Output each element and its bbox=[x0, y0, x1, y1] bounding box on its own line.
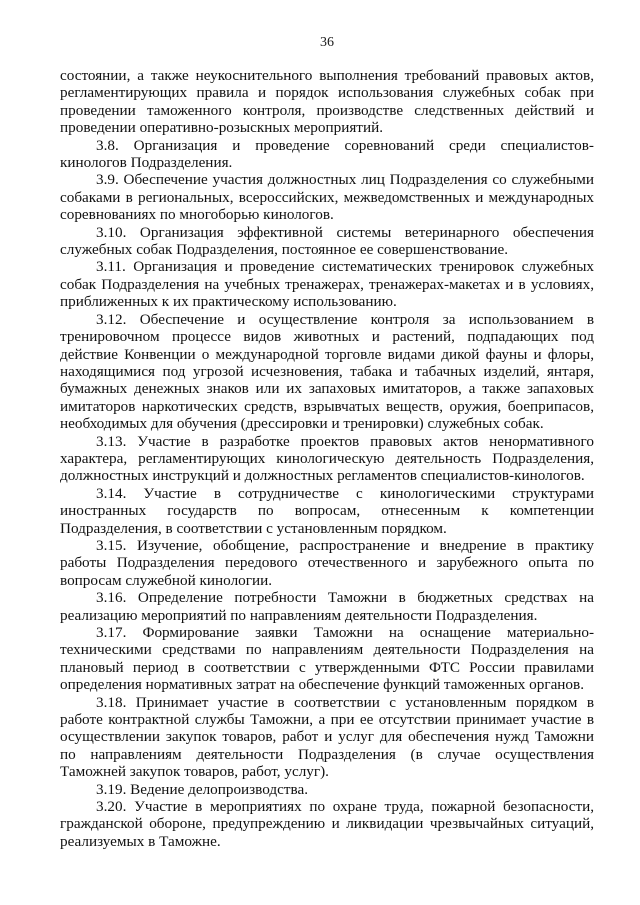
paragraph-3-20: 3.20. Участие в мероприятиях по охране труда, пожарной безопасности, гражданской обороне, предупреждению и ликвидации чрезвычайных ситуаций, реализуемых в Таможне. bbox=[60, 798, 594, 850]
document-body bbox=[60, 67, 594, 850]
paragraph-3-18: 3.18. Принимает участие в соответствии с установленным порядком в работе контрактной службы Таможни, а при ее отсутствии принимает участие в осуществлении закупок товаров, работ и услуг для обеспечения нужд Таможни по направлениям деятельности Подразделения (в случае осуществления Таможней закупок товаров, работ, услуг). bbox=[60, 693, 594, 781]
paragraph-3-15: 3.15. Изучение, обобщение, распространение и внедрение в практику работы Подразделения передового отечественного и зарубежного опыта по вопросам служебной кинологии. bbox=[60, 536, 594, 589]
paragraph-continuation: состоянии, а также неукоснительного выполнения требований правовых актов, регламентирующих правила и порядок использования служебных собак при проведении таможенного контроля, производстве следственных действий и проведении оперативно-розыскных мероприятий. bbox=[60, 67, 594, 137]
paragraph-3-16: 3.16. Определение потребности Таможни в бюджетных средствах на реализацию мероприятий по направлениям деятельности Подразделения. bbox=[60, 589, 594, 624]
paragraph-3-10: 3.10. Организация эффективной системы ветеринарного обеспечения служебных собак Подразделения, постоянное ее совершенствование. bbox=[60, 223, 594, 259]
paragraph-3-8: 3.8. Организация и проведение соревнований среди специалистов-кинологов Подразделения. bbox=[60, 136, 594, 172]
paragraph-3-9: 3.9. Обеспечение участия должностных лиц Подразделения со служебными собаками в региональных, всероссийских, межведомственных и международных соревнованиях по многоборью кинологов. bbox=[60, 171, 594, 224]
paragraph-3-13: 3.13. Участие в разработке проектов правовых актов ненормативного характера, регламентирующих кинологическую деятельность Подразделения, должностных инструкций и должностных регламентов специалистов-кинологов. bbox=[60, 432, 594, 485]
paragraph-3-19: 3.19. Ведение делопроизводства. bbox=[96, 780, 309, 798]
paragraph-3-14: 3.14. Участие в сотрудничестве с кинологическими структурами иностранных государств по вопросам, отнесенным к компетенции Подразделения, в соответствии с установленным порядком. bbox=[60, 484, 594, 537]
page-number: 36 bbox=[320, 35, 334, 50]
paragraph-3-12: 3.12. Обеспечение и осуществление контроля за использованием в тренировочном процессе видов животных и растений, подпадающих под действие Конвенции о международной торговле видами дикой фауны и флоры, находящимися под угрозой исчезновения, табака и табачных изделий, янтаря, бумажных денежных знаков или их запаховых имитаторов, а также запаховых имитаторов наркотических средств, взрывчатых веществ, оружия, боеприпасов, необходимых для обучения (дрессировки и тренировки) служебных собак. bbox=[60, 310, 594, 433]
paragraph-3-11: 3.11. Организация и проведение систематических тренировок служебных собак Подразделения на учебных тренажерах, тренажерах-макетах и в условиях, приближенных к их практическому использованию. bbox=[60, 258, 594, 311]
paragraph-3-17: 3.17. Формирование заявки Таможни на оснащение материально-техническими средствами по направлениям деятельности Подразделения на плановый период в соответствии с утвержденными ФТС России правилами определения нормативных затрат на обеспечение функций таможенных органов. bbox=[60, 624, 594, 694]
